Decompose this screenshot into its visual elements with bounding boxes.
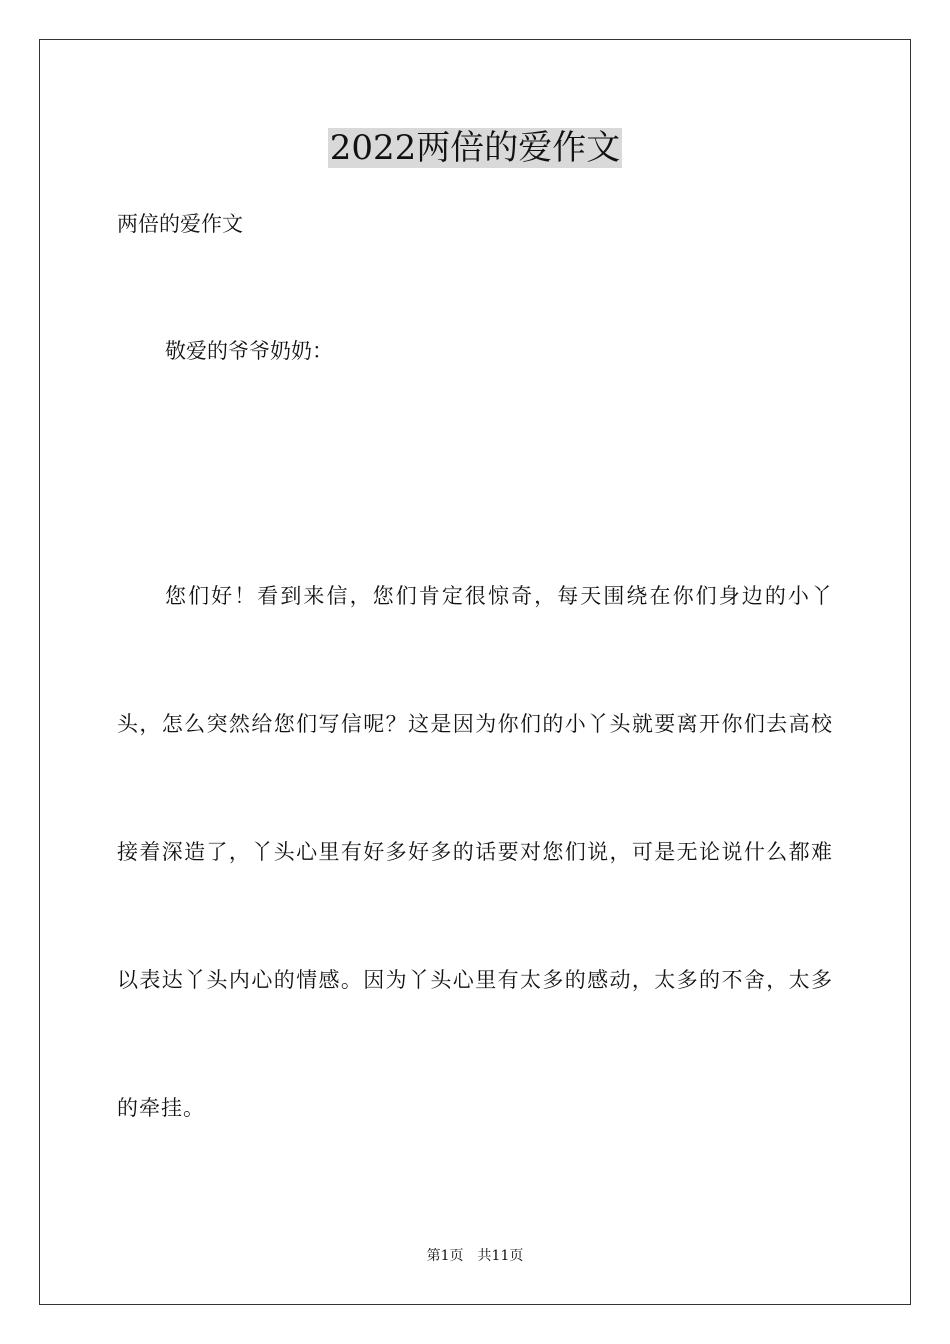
total-pages: 共11页 [477,1248,524,1264]
document-subtitle: 两倍的爱作文 [117,212,243,236]
document-title-text: 2022两倍的爱作文 [329,128,621,168]
document-title [0,126,950,170]
salutation: 敬爱的爷爷奶奶： [165,339,333,363]
body-paragraph: 您们好！看到来信，您们肯定很惊奇，每天围绕在你们身边的小丫头，怎么突然给您们写信呢？这是因为你们的小丫头就要离开你们去高校接着深造了，丫头心里有好多好多的话要对您们说，可是无论说什么都难以表达丫头内心的情感。因为丫头心里有太多的感动，太多的不舍，太多的牵挂。 [117,584,833,1120]
page-number: 第1页 [426,1248,464,1264]
page-footer [0,1246,950,1266]
